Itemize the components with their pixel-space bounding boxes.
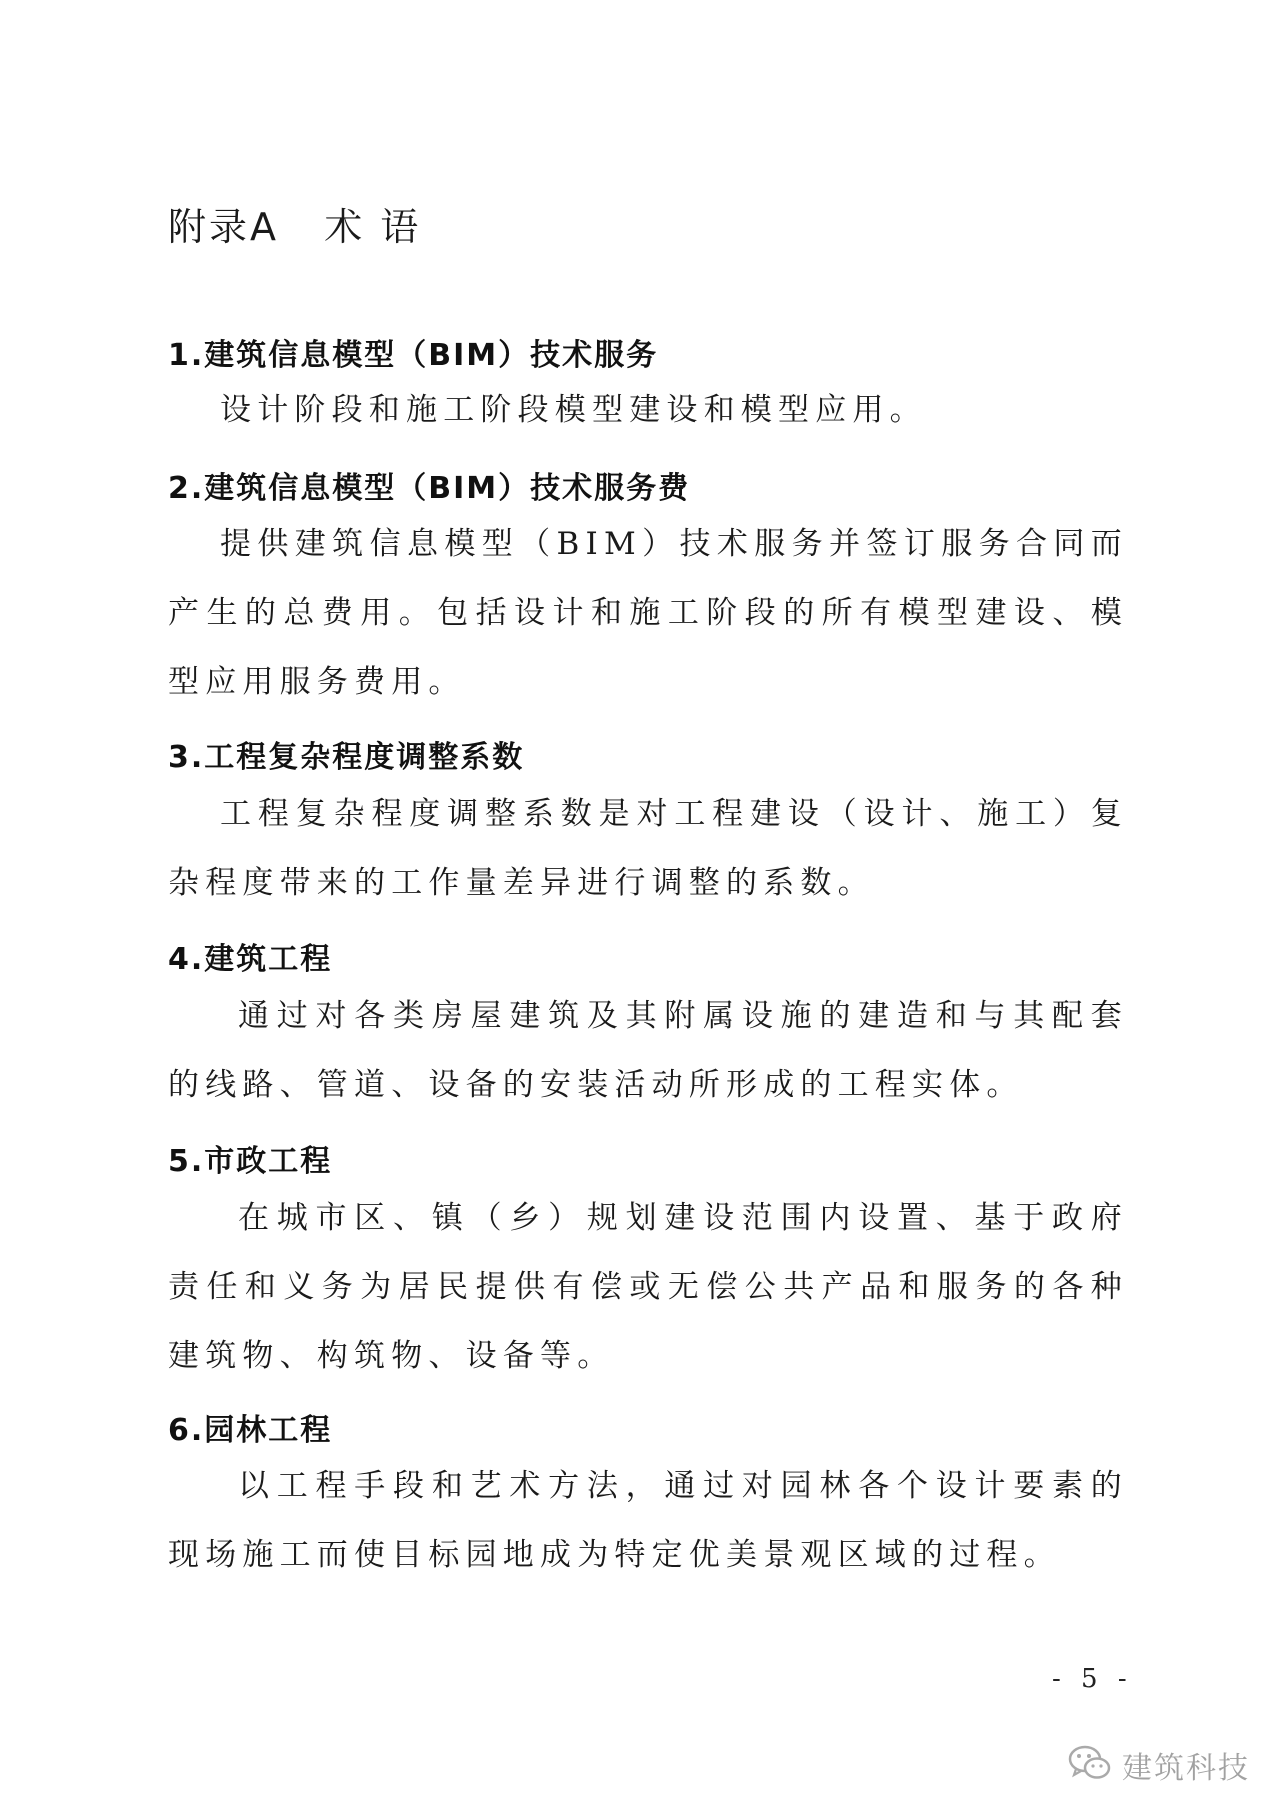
term-4-heading: 4.建筑工程 <box>168 942 333 977</box>
term-4-definition: 通过对各类房屋建筑及其附属设施的建造和与其配套的线路、管道、设备的安装活动所形成的工程实体。 <box>168 998 1128 1103</box>
term-6-heading: 6.园林工程 <box>168 1413 333 1448</box>
term-3-definition: 工程复杂程度调整系数是对工程建设（设计、施工）复杂程度带来的工作量差异进行调整的系数。 <box>168 796 1128 901</box>
term-3-heading: 3.工程复杂程度调整系数 <box>168 740 525 775</box>
term-1-definition: 设计阶段和施工阶段模型建设和模型应用。 <box>220 392 927 428</box>
term-6-definition: 以工程手段和艺术方法，通过对园林各个设计要素的现场施工而使目标园地成为特定优美景观区域的过程。 <box>168 1468 1128 1573</box>
watermark-text: 建筑科技 <box>1122 1751 1250 1786</box>
term-5-definition: 在城市区、镇（乡）规划建设范围内设置、基于政府责任和义务为居民提供有偿或无偿公共产品和服务的各种建筑物、构筑物、设备等。 <box>168 1200 1128 1374</box>
term-5-heading: 5.市政工程 <box>168 1144 333 1179</box>
term-2-heading: 2.建筑信息模型（BIM）技术服务费 <box>168 471 691 506</box>
term-2-definition: 提供建筑信息模型（BIM）技术服务并签订服务合同而产生的总费用。包括设计和施工阶段的所有模型建设、模型应用服务费用。 <box>168 526 1128 700</box>
appendix-title: 附录A 术 语 <box>168 205 422 249</box>
page-number: - 5 - <box>1052 1664 1133 1694</box>
wechat-icon <box>1068 1744 1112 1787</box>
watermark <box>1068 1740 1250 1790</box>
term-1-heading: 1.建筑信息模型（BIM）技术服务 <box>168 338 659 373</box>
